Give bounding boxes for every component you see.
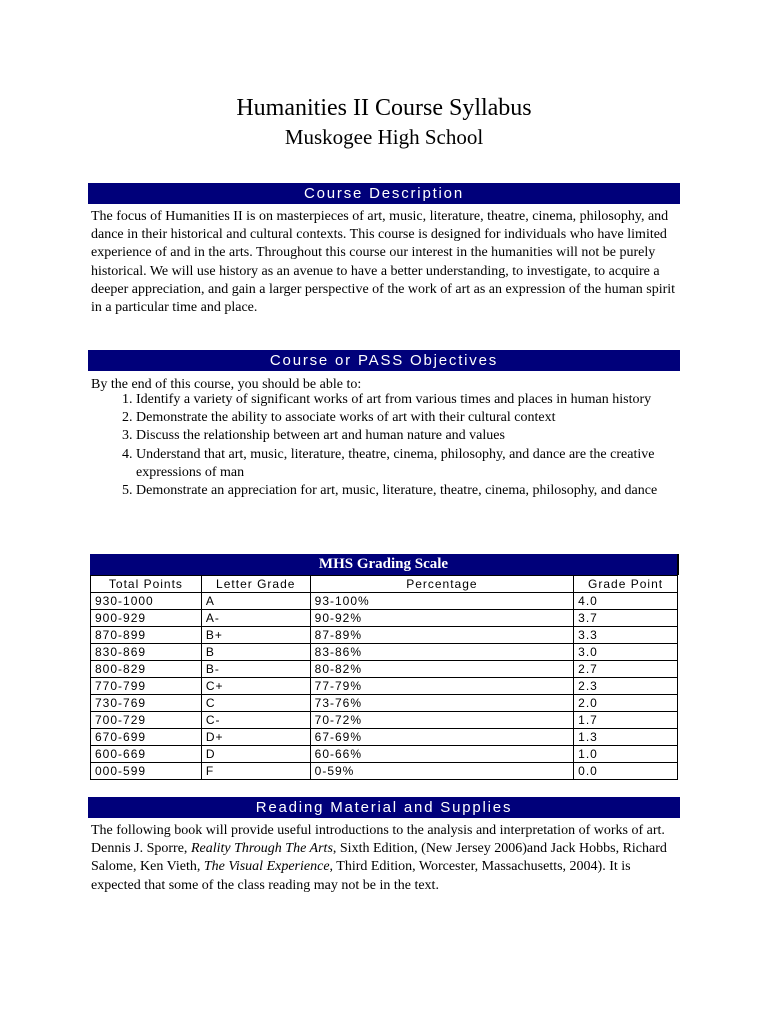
column-header: Grade Point <box>574 576 678 593</box>
table-row <box>91 678 678 695</box>
table-cell: 2.0 <box>574 695 678 712</box>
table-cell: 670-699 <box>91 729 202 746</box>
table-cell: 60-66% <box>310 746 573 763</box>
table-row <box>91 627 678 644</box>
objectives-intro: By the end of this course, you should be able to: <box>91 377 362 392</box>
table-cell: A- <box>201 610 310 627</box>
table-cell: 930-1000 <box>91 593 202 610</box>
objectives-heading: Course or PASS Objectives <box>88 350 680 371</box>
table-cell: 90-92% <box>310 610 573 627</box>
table-cell: 2.7 <box>574 661 678 678</box>
table-row <box>91 712 678 729</box>
table-cell: B <box>201 644 310 661</box>
column-header: Percentage <box>310 576 573 593</box>
table-cell: 93-100% <box>310 593 573 610</box>
table-cell: 3.7 <box>574 610 678 627</box>
table-cell: F <box>201 763 310 780</box>
table-cell: 1.7 <box>574 712 678 729</box>
reading-text-part: , Sixth Edition, (New Jersey 2006)and Jack Hobbs, Richard Salome, Ken Vieth, <box>91 841 667 875</box>
page-title: Humanities II Course Syllabus <box>236 95 532 121</box>
column-header: Letter Grade <box>201 576 310 593</box>
table-row <box>91 593 678 610</box>
table-cell: 730-769 <box>91 695 202 712</box>
table-cell: 70-72% <box>310 712 573 729</box>
table-cell: 3.3 <box>574 627 678 644</box>
table-cell: 83-86% <box>310 644 573 661</box>
objective-item: 5. Demonstrate an appreciation for art, music, literature, theatre, cinema, philosophy, and dance <box>136 482 696 500</box>
reading-text <box>91 822 681 895</box>
table-row <box>91 695 678 712</box>
table-cell: 900-929 <box>91 610 202 627</box>
table-header-row <box>91 576 678 593</box>
table-cell: 600-669 <box>91 746 202 763</box>
objective-item: 2. Demonstrate the ability to associate works of art with their cultural context <box>136 409 696 427</box>
reading-text-part: The following book will provide useful introductions to the analysis and interpretation of works of art. Dennis J. Sporre, <box>91 823 665 857</box>
table-cell: 77-79% <box>310 678 573 695</box>
table-cell: 830-869 <box>91 644 202 661</box>
table-cell: D <box>201 746 310 763</box>
objective-item: 1. Identify a variety of significant works of art from various times and places in human history <box>136 391 696 409</box>
table-cell: B+ <box>201 627 310 644</box>
table-cell: C <box>201 695 310 712</box>
table-row <box>91 763 678 780</box>
course-description-text: The focus of Humanities II is on masterpieces of art, music, literature, theatre, cinema, philosophy, and dance in their historical and cultural contexts. This course is designed for individuals who have limited experience of and in the arts. Throughout this course our interest in the humanities will not be purely historical. We will use history as an avenue to have a better understanding, to investigate, to acquire a deeper appreciation, and gain a larger perspective of the work of art as an expression of the human spirit in a particular time and place. <box>91 209 676 316</box>
column-header: Total Points <box>91 576 202 593</box>
table-cell: 4.0 <box>574 593 678 610</box>
grading-scale-table <box>90 575 678 780</box>
reading-heading: Reading Material and Supplies <box>88 797 680 818</box>
table-row <box>91 661 678 678</box>
table-cell: 87-89% <box>310 627 573 644</box>
table-cell: 73-76% <box>310 695 573 712</box>
reading-text-part: , Third Edition, Worcester, Massachusetts, 2004). It is expected that some of the class reading may not be in the text. <box>91 859 631 893</box>
table-cell: 870-899 <box>91 627 202 644</box>
course-description-heading: Course Description <box>88 183 680 204</box>
table-row <box>91 746 678 763</box>
table-cell: 67-69% <box>310 729 573 746</box>
objective-item: 3. Discuss the relationship between art and human nature and values <box>136 427 696 445</box>
book-title: Reality Through The Arts <box>190 841 333 857</box>
table-cell: A <box>201 593 310 610</box>
table-cell: C- <box>201 712 310 729</box>
table-cell: 2.3 <box>574 678 678 695</box>
grading-scale-heading: MHS Grading Scale <box>90 554 679 575</box>
book-title: The Visual Experience <box>203 859 330 875</box>
objectives-list <box>91 391 696 500</box>
school-name: Muskogee High School <box>284 125 484 149</box>
table-cell: 80-82% <box>310 661 573 678</box>
table-cell: 1.0 <box>574 746 678 763</box>
table-cell: 1.3 <box>574 729 678 746</box>
table-cell: 3.0 <box>574 644 678 661</box>
table-cell: 0-59% <box>310 763 573 780</box>
table-cell: 770-799 <box>91 678 202 695</box>
table-cell: 000-599 <box>91 763 202 780</box>
table-row <box>91 610 678 627</box>
table-cell: B- <box>201 661 310 678</box>
table-cell: 0.0 <box>574 763 678 780</box>
table-cell: C+ <box>201 678 310 695</box>
table-cell: 700-729 <box>91 712 202 729</box>
table-row <box>91 644 678 661</box>
table-row <box>91 729 678 746</box>
table-cell: 800-829 <box>91 661 202 678</box>
table-cell: D+ <box>201 729 310 746</box>
objective-item: 4. Understand that art, music, literature, theatre, cinema, philosophy, and dance are the creative expressions of man <box>136 446 696 482</box>
